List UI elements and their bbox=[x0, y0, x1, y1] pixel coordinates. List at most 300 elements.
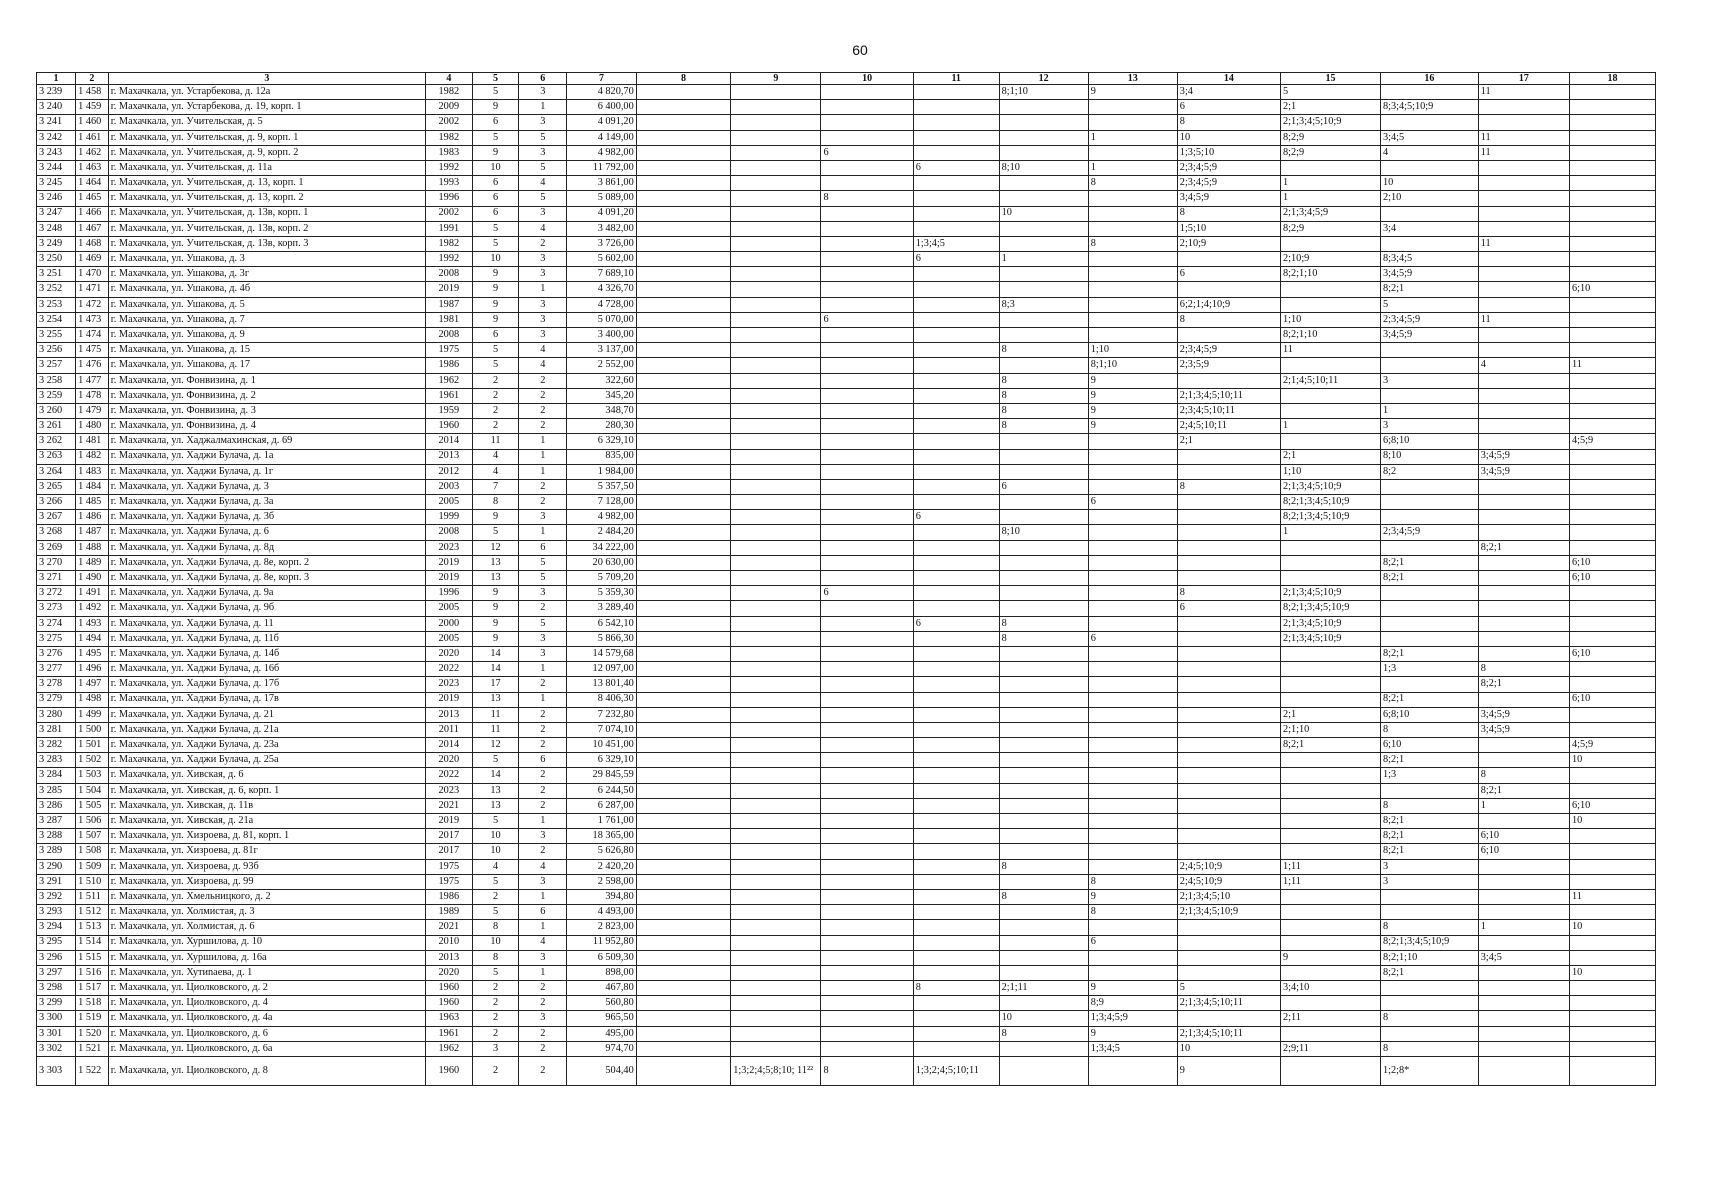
table-cell-col-16: 8;2;1 bbox=[1380, 282, 1478, 297]
table-cell-col-18 bbox=[1570, 328, 1656, 343]
table-cell-col-17 bbox=[1478, 495, 1569, 510]
table-cell-col-15: 2;11 bbox=[1281, 1011, 1381, 1026]
table-cell-col-17 bbox=[1478, 601, 1569, 616]
table-cell-col-15: 2;1;3;4;5;10;9 bbox=[1281, 115, 1381, 130]
table-cell-col-15: 2;1;10 bbox=[1281, 722, 1381, 737]
table-cell-col-12 bbox=[999, 662, 1088, 677]
table-cell-col-6: 3 bbox=[519, 874, 567, 889]
table-cell-col-3: г. Махачкала, ул. Учительская, д. 13в, корп. 3 bbox=[108, 236, 425, 251]
table-cell-col-11: 6 bbox=[913, 510, 999, 525]
header-row bbox=[37, 73, 1656, 85]
table-cell-col-3: г. Махачкала, ул. Ушакова, д. 5 bbox=[108, 297, 425, 312]
table-cell-col-15 bbox=[1281, 677, 1381, 692]
table-cell-col-13: 1;3;4;5;9 bbox=[1088, 1011, 1177, 1026]
table-cell-col-1: 3 301 bbox=[37, 1026, 76, 1041]
table-cell-col-12: 8 bbox=[999, 859, 1088, 874]
table-cell-col-7: 835,00 bbox=[567, 449, 637, 464]
table-cell-col-15: 2;1;3;4;5;10;9 bbox=[1281, 479, 1381, 494]
table-cell-col-1: 3 265 bbox=[37, 479, 76, 494]
table-cell-col-10 bbox=[821, 525, 913, 540]
table-cell-col-12: 8 bbox=[999, 889, 1088, 904]
table-cell-col-1: 3 251 bbox=[37, 267, 76, 282]
table-cell-col-2: 1 517 bbox=[76, 981, 109, 996]
table-cell-col-1: 3 279 bbox=[37, 692, 76, 707]
table-cell-col-6: 3 bbox=[519, 631, 567, 646]
table-cell-col-9 bbox=[731, 1026, 821, 1041]
table-cell-col-1: 3 248 bbox=[37, 221, 76, 236]
table-cell-col-13 bbox=[1088, 783, 1177, 798]
table-cell-col-5: 11 bbox=[472, 434, 519, 449]
table-cell-col-18 bbox=[1570, 768, 1656, 783]
table-cell-col-1: 3 260 bbox=[37, 403, 76, 418]
table-cell-col-6: 4 bbox=[519, 176, 567, 191]
table-cell-col-13 bbox=[1088, 115, 1177, 130]
table-cell-col-15 bbox=[1281, 783, 1381, 798]
table-row bbox=[37, 540, 1656, 555]
table-cell-col-17: 3;4;5;9 bbox=[1478, 449, 1569, 464]
table-cell-col-2: 1 503 bbox=[76, 768, 109, 783]
table-cell-col-12 bbox=[999, 646, 1088, 661]
table-cell-col-18: 6;10 bbox=[1570, 555, 1656, 570]
table-cell-col-7: 3 289,40 bbox=[567, 601, 637, 616]
table-row bbox=[37, 571, 1656, 586]
table-cell-col-4: 2019 bbox=[425, 814, 472, 829]
table-cell-col-7: 6 287,00 bbox=[567, 798, 637, 813]
table-row bbox=[37, 510, 1656, 525]
table-cell-col-12 bbox=[999, 358, 1088, 373]
table-cell-col-1: 3 299 bbox=[37, 996, 76, 1011]
table-cell-col-6: 2 bbox=[519, 479, 567, 494]
table-cell-col-10 bbox=[821, 662, 913, 677]
table-cell-col-10 bbox=[821, 889, 913, 904]
table-cell-col-1: 3 295 bbox=[37, 935, 76, 950]
table-cell-col-6: 2 bbox=[519, 996, 567, 1011]
table-cell-col-15 bbox=[1281, 358, 1381, 373]
table-row bbox=[37, 631, 1656, 646]
table-cell-col-7: 13 801,40 bbox=[567, 677, 637, 692]
table-cell-col-11: 1;3;4;5 bbox=[913, 236, 999, 251]
table-cell-col-1: 3 247 bbox=[37, 206, 76, 221]
table-cell-col-7: 4 728,00 bbox=[567, 297, 637, 312]
table-cell-col-3: г. Махачкала, ул. Хаджи Булача, д. 17в bbox=[108, 692, 425, 707]
table-cell-col-2: 1 514 bbox=[76, 935, 109, 950]
table-cell-col-12 bbox=[999, 449, 1088, 464]
table-cell-col-5: 12 bbox=[472, 540, 519, 555]
table-cell-col-17 bbox=[1478, 905, 1569, 920]
table-cell-col-17: 3;4;5 bbox=[1478, 950, 1569, 965]
table-cell-col-6: 3 bbox=[519, 510, 567, 525]
table-cell-col-16: 8 bbox=[1380, 1041, 1478, 1056]
table-cell-col-17 bbox=[1478, 646, 1569, 661]
table-cell-col-1: 3 253 bbox=[37, 297, 76, 312]
table-cell-col-10 bbox=[821, 479, 913, 494]
table-cell-col-15 bbox=[1281, 403, 1381, 418]
table-cell-col-11 bbox=[913, 282, 999, 297]
table-cell-col-1: 3 288 bbox=[37, 829, 76, 844]
table-cell-col-9 bbox=[731, 479, 821, 494]
table-cell-col-15 bbox=[1281, 965, 1381, 980]
table-cell-col-14: 2;1;3;4;5;10;11 bbox=[1177, 1026, 1280, 1041]
table-cell-col-2: 1 481 bbox=[76, 434, 109, 449]
table-cell-col-8 bbox=[636, 798, 731, 813]
table-cell-col-14 bbox=[1177, 282, 1280, 297]
table-cell-col-5: 9 bbox=[472, 631, 519, 646]
table-cell-col-3: г. Махачкала, ул. Ушакова, д. 7 bbox=[108, 312, 425, 327]
table-row bbox=[37, 692, 1656, 707]
table-cell-col-9 bbox=[731, 722, 821, 737]
table-cell-col-11 bbox=[913, 373, 999, 388]
table-cell-col-1: 3 281 bbox=[37, 722, 76, 737]
table-cell-col-8 bbox=[636, 586, 731, 601]
table-cell-col-18 bbox=[1570, 1041, 1656, 1056]
table-cell-col-11 bbox=[913, 464, 999, 479]
table-cell-col-1: 3 274 bbox=[37, 616, 76, 631]
table-cell-col-11 bbox=[913, 707, 999, 722]
table-cell-col-9 bbox=[731, 373, 821, 388]
table-cell-col-1: 3 255 bbox=[37, 328, 76, 343]
table-row bbox=[37, 905, 1656, 920]
table-cell-col-5: 2 bbox=[472, 388, 519, 403]
table-cell-col-12 bbox=[999, 191, 1088, 206]
table-cell-col-12 bbox=[999, 130, 1088, 145]
table-cell-col-10 bbox=[821, 252, 913, 267]
table-cell-col-8 bbox=[636, 707, 731, 722]
table-cell-col-17 bbox=[1478, 252, 1569, 267]
table-cell-col-2: 1 508 bbox=[76, 844, 109, 859]
table-cell-col-8 bbox=[636, 479, 731, 494]
table-cell-col-6: 2 bbox=[519, 373, 567, 388]
table-cell-col-14: 8 bbox=[1177, 586, 1280, 601]
table-cell-col-13: 9 bbox=[1088, 403, 1177, 418]
table-cell-col-6: 2 bbox=[519, 388, 567, 403]
table-cell-col-3: г. Махачкала, ул. Хизроева, д. 99 bbox=[108, 874, 425, 889]
table-row bbox=[37, 191, 1656, 206]
table-cell-col-5: 13 bbox=[472, 692, 519, 707]
table-cell-col-13: 9 bbox=[1088, 373, 1177, 388]
table-cell-col-17 bbox=[1478, 692, 1569, 707]
table-cell-col-15: 3;4;10 bbox=[1281, 981, 1381, 996]
table-row bbox=[37, 221, 1656, 236]
table-cell-col-9: 1;3;2;4;5;8;10; 11²² bbox=[731, 1057, 821, 1086]
table-cell-col-18 bbox=[1570, 631, 1656, 646]
table-cell-col-4: 1991 bbox=[425, 221, 472, 236]
table-cell-col-14 bbox=[1177, 373, 1280, 388]
table-cell-col-14: 1;3;5;10 bbox=[1177, 145, 1280, 160]
table-cell-col-4: 2014 bbox=[425, 738, 472, 753]
table-cell-col-16 bbox=[1380, 206, 1478, 221]
table-cell-col-10 bbox=[821, 981, 913, 996]
table-cell-col-5: 4 bbox=[472, 449, 519, 464]
table-cell-col-17 bbox=[1478, 859, 1569, 874]
table-cell-col-8 bbox=[636, 677, 731, 692]
table-cell-col-2: 1 521 bbox=[76, 1041, 109, 1056]
table-cell-col-8 bbox=[636, 814, 731, 829]
table-cell-col-3: г. Махачкала, ул. Хивская, д. 6, корп. 1 bbox=[108, 783, 425, 798]
table-row bbox=[37, 434, 1656, 449]
table-cell-col-3: г. Махачкала, ул. Циолковского, д. 8 bbox=[108, 1057, 425, 1086]
table-cell-col-14: 6 bbox=[1177, 601, 1280, 616]
table-cell-col-17 bbox=[1478, 1026, 1569, 1041]
table-cell-col-3: г. Махачкала, ул. Устарбекова, д. 12а bbox=[108, 85, 425, 100]
table-cell-col-7: 6 329,10 bbox=[567, 753, 637, 768]
table-cell-col-7: 560,80 bbox=[567, 996, 637, 1011]
table-cell-col-8 bbox=[636, 191, 731, 206]
table-row bbox=[37, 130, 1656, 145]
table-cell-col-4: 1987 bbox=[425, 297, 472, 312]
table-cell-col-1: 3 252 bbox=[37, 282, 76, 297]
table-cell-col-10 bbox=[821, 965, 913, 980]
table-cell-col-13: 8;1;10 bbox=[1088, 358, 1177, 373]
table-cell-col-2: 1 516 bbox=[76, 965, 109, 980]
table-cell-col-4: 1989 bbox=[425, 905, 472, 920]
table-cell-col-3: г. Махачкала, ул. Хаджи Булача, д. 8е, корп. 3 bbox=[108, 571, 425, 586]
table-cell-col-14 bbox=[1177, 616, 1280, 631]
table-cell-col-10 bbox=[821, 783, 913, 798]
table-cell-col-13 bbox=[1088, 100, 1177, 115]
table-cell-col-9 bbox=[731, 996, 821, 1011]
table-cell-col-9 bbox=[731, 221, 821, 236]
table-cell-col-8 bbox=[636, 540, 731, 555]
table-cell-col-16: 3;4;5;9 bbox=[1380, 267, 1478, 282]
table-cell-col-7: 5 359,30 bbox=[567, 586, 637, 601]
table-cell-col-16 bbox=[1380, 601, 1478, 616]
table-row bbox=[37, 783, 1656, 798]
table-cell-col-3: г. Махачкала, ул. Хаджи Булача, д. 1а bbox=[108, 449, 425, 464]
table-cell-col-16: 3 bbox=[1380, 874, 1478, 889]
table-cell-col-11 bbox=[913, 479, 999, 494]
table-cell-col-14: 2;3;5;9 bbox=[1177, 358, 1280, 373]
table-cell-col-9 bbox=[731, 555, 821, 570]
table-cell-col-9 bbox=[731, 343, 821, 358]
table-cell-col-10 bbox=[821, 646, 913, 661]
table-cell-col-13 bbox=[1088, 829, 1177, 844]
table-cell-col-10: 8 bbox=[821, 191, 913, 206]
table-cell-col-6: 1 bbox=[519, 965, 567, 980]
table-cell-col-18 bbox=[1570, 510, 1656, 525]
table-cell-col-18: 6;10 bbox=[1570, 692, 1656, 707]
table-cell-col-1: 3 296 bbox=[37, 950, 76, 965]
table-cell-col-3: г. Махачкала, ул. Хизроева, д. 93б bbox=[108, 859, 425, 874]
table-cell-col-10 bbox=[821, 160, 913, 175]
table-cell-col-11 bbox=[913, 889, 999, 904]
table-cell-col-17: 1 bbox=[1478, 798, 1569, 813]
table-cell-col-14 bbox=[1177, 707, 1280, 722]
table-cell-col-12 bbox=[999, 677, 1088, 692]
table-cell-col-14: 8 bbox=[1177, 479, 1280, 494]
table-cell-col-4: 1986 bbox=[425, 889, 472, 904]
table-cell-col-3: г. Махачкала, ул. Холмистая, д. 3 bbox=[108, 905, 425, 920]
table-cell-col-4: 2021 bbox=[425, 798, 472, 813]
table-cell-col-5: 10 bbox=[472, 844, 519, 859]
table-cell-col-6: 4 bbox=[519, 859, 567, 874]
table-cell-col-6: 5 bbox=[519, 555, 567, 570]
table-cell-col-11 bbox=[913, 555, 999, 570]
table-cell-col-15 bbox=[1281, 1057, 1381, 1086]
table-cell-col-4: 2000 bbox=[425, 616, 472, 631]
table-cell-col-14 bbox=[1177, 555, 1280, 570]
table-cell-col-14: 2;3;4;5;9 bbox=[1177, 176, 1280, 191]
table-cell-col-17 bbox=[1478, 282, 1569, 297]
table-cell-col-5: 5 bbox=[472, 965, 519, 980]
table-cell-col-16: 8;2;1 bbox=[1380, 844, 1478, 859]
table-cell-col-7: 495,00 bbox=[567, 1026, 637, 1041]
table-cell-col-5: 9 bbox=[472, 267, 519, 282]
table-cell-col-15 bbox=[1281, 160, 1381, 175]
table-cell-col-13 bbox=[1088, 586, 1177, 601]
table-cell-col-14: 2;10;9 bbox=[1177, 236, 1280, 251]
table-cell-col-14 bbox=[1177, 646, 1280, 661]
table-cell-col-14: 6;2;1;4;10;9 bbox=[1177, 297, 1280, 312]
table-cell-col-16 bbox=[1380, 479, 1478, 494]
table-cell-col-2: 1 470 bbox=[76, 267, 109, 282]
table-cell-col-9 bbox=[731, 176, 821, 191]
table-cell-col-11 bbox=[913, 191, 999, 206]
table-cell-col-15 bbox=[1281, 905, 1381, 920]
table-cell-col-18 bbox=[1570, 479, 1656, 494]
table-cell-col-12 bbox=[999, 783, 1088, 798]
table-cell-col-10 bbox=[821, 829, 913, 844]
table-cell-col-16: 8;3;4;5 bbox=[1380, 252, 1478, 267]
table-cell-col-18: 6;10 bbox=[1570, 798, 1656, 813]
table-cell-col-13 bbox=[1088, 510, 1177, 525]
table-cell-col-11: 8 bbox=[913, 981, 999, 996]
table-cell-col-12 bbox=[999, 814, 1088, 829]
table-cell-col-2: 1 513 bbox=[76, 920, 109, 935]
table-cell-col-5: 13 bbox=[472, 571, 519, 586]
table-cell-col-14: 2;1;3;4;5;10 bbox=[1177, 889, 1280, 904]
table-cell-col-4: 1986 bbox=[425, 358, 472, 373]
table-cell-col-12: 8 bbox=[999, 1026, 1088, 1041]
table-cell-col-9 bbox=[731, 844, 821, 859]
table-cell-col-9 bbox=[731, 145, 821, 160]
table-cell-col-13 bbox=[1088, 950, 1177, 965]
table-cell-col-18 bbox=[1570, 221, 1656, 236]
table-cell-col-10 bbox=[821, 844, 913, 859]
table-cell-col-18: 11 bbox=[1570, 358, 1656, 373]
table-cell-col-18 bbox=[1570, 905, 1656, 920]
table-cell-col-17: 4 bbox=[1478, 358, 1569, 373]
table-cell-col-6: 5 bbox=[519, 130, 567, 145]
table-cell-col-18 bbox=[1570, 844, 1656, 859]
table-cell-col-1: 3 264 bbox=[37, 464, 76, 479]
table-cell-col-17: 11 bbox=[1478, 236, 1569, 251]
table-cell-col-13: 1;3;4;5 bbox=[1088, 1041, 1177, 1056]
table-cell-col-9 bbox=[731, 920, 821, 935]
table-cell-col-17: 1 bbox=[1478, 920, 1569, 935]
table-cell-col-12 bbox=[999, 145, 1088, 160]
table-cell-col-3: г. Махачкала, ул. Хуршилова, д. 16а bbox=[108, 950, 425, 965]
table-cell-col-7: 11 952,80 bbox=[567, 935, 637, 950]
table-cell-col-4: 1996 bbox=[425, 586, 472, 601]
table-cell-col-5: 2 bbox=[472, 373, 519, 388]
table-cell-col-3: г. Махачкала, ул. Хуршилова, д. 10 bbox=[108, 935, 425, 950]
table-cell-col-7: 965,50 bbox=[567, 1011, 637, 1026]
table-cell-col-16: 1;3 bbox=[1380, 662, 1478, 677]
table-cell-col-15 bbox=[1281, 935, 1381, 950]
table-cell-col-1: 3 270 bbox=[37, 555, 76, 570]
table-cell-col-9 bbox=[731, 236, 821, 251]
table-cell-col-6: 4 bbox=[519, 221, 567, 236]
table-cell-col-6: 1 bbox=[519, 920, 567, 935]
table-cell-col-17: 11 bbox=[1478, 130, 1569, 145]
table-cell-col-9 bbox=[731, 571, 821, 586]
table-cell-col-4: 1962 bbox=[425, 1041, 472, 1056]
table-cell-col-2: 1 472 bbox=[76, 297, 109, 312]
table-cell-col-18 bbox=[1570, 419, 1656, 434]
table-cell-col-8 bbox=[636, 297, 731, 312]
table-cell-col-8 bbox=[636, 267, 731, 282]
table-cell-col-8 bbox=[636, 722, 731, 737]
table-cell-col-4: 2005 bbox=[425, 495, 472, 510]
table-cell-col-8 bbox=[636, 738, 731, 753]
table-row bbox=[37, 722, 1656, 737]
table-cell-col-16: 8 bbox=[1380, 1011, 1478, 1026]
table-cell-col-8 bbox=[636, 889, 731, 904]
table-cell-col-5: 2 bbox=[472, 1011, 519, 1026]
table-cell-col-7: 2 484,20 bbox=[567, 525, 637, 540]
table-cell-col-4: 2023 bbox=[425, 677, 472, 692]
table-cell-col-6: 2 bbox=[519, 403, 567, 418]
table-cell-col-12: 8 bbox=[999, 388, 1088, 403]
table-cell-col-4: 2005 bbox=[425, 631, 472, 646]
table-cell-col-16: 8;2;1 bbox=[1380, 829, 1478, 844]
table-cell-col-12 bbox=[999, 1041, 1088, 1056]
table-cell-col-9 bbox=[731, 829, 821, 844]
table-cell-col-1: 3 303 bbox=[37, 1057, 76, 1086]
table-cell-col-7: 5 357,50 bbox=[567, 479, 637, 494]
table-cell-col-10 bbox=[821, 221, 913, 236]
table-cell-col-16: 3 bbox=[1380, 859, 1478, 874]
table-cell-col-3: г. Махачкала, ул. Хаджи Булача, д. 8е, корп. 2 bbox=[108, 555, 425, 570]
table-cell-col-5: 13 bbox=[472, 798, 519, 813]
table-cell-col-16: 8;2;1 bbox=[1380, 814, 1478, 829]
table-cell-col-2: 1 515 bbox=[76, 950, 109, 965]
table-cell-col-12 bbox=[999, 753, 1088, 768]
table-cell-col-9 bbox=[731, 874, 821, 889]
table-cell-col-9 bbox=[731, 419, 821, 434]
table-cell-col-11 bbox=[913, 221, 999, 236]
table-cell-col-3: г. Махачкала, ул. Ушакова, д. 9 bbox=[108, 328, 425, 343]
table-cell-col-11 bbox=[913, 768, 999, 783]
table-cell-col-1: 3 241 bbox=[37, 115, 76, 130]
table-cell-col-2: 1 506 bbox=[76, 814, 109, 829]
table-cell-col-5: 8 bbox=[472, 495, 519, 510]
table-cell-col-5: 14 bbox=[472, 768, 519, 783]
table-cell-col-18: 11 bbox=[1570, 889, 1656, 904]
table-cell-col-6: 3 bbox=[519, 252, 567, 267]
table-cell-col-17 bbox=[1478, 1011, 1569, 1026]
table-cell-col-1: 3 249 bbox=[37, 236, 76, 251]
table-cell-col-8 bbox=[636, 312, 731, 327]
table-cell-col-2: 1 465 bbox=[76, 191, 109, 206]
table-cell-col-7: 8 406,30 bbox=[567, 692, 637, 707]
table-cell-col-8 bbox=[636, 646, 731, 661]
table-cell-col-8 bbox=[636, 343, 731, 358]
table-cell-col-12 bbox=[999, 768, 1088, 783]
table-cell-col-5: 8 bbox=[472, 920, 519, 935]
table-cell-col-10 bbox=[821, 358, 913, 373]
table-cell-col-15 bbox=[1281, 236, 1381, 251]
table-cell-col-9 bbox=[731, 252, 821, 267]
table-cell-col-2: 1 510 bbox=[76, 874, 109, 889]
table-cell-col-18 bbox=[1570, 343, 1656, 358]
table-cell-col-15: 2;1;3;4;5;10;9 bbox=[1281, 616, 1381, 631]
table-cell-col-13 bbox=[1088, 859, 1177, 874]
table-cell-col-10 bbox=[821, 935, 913, 950]
table-cell-col-1: 3 280 bbox=[37, 707, 76, 722]
table-cell-col-5: 5 bbox=[472, 753, 519, 768]
table-row bbox=[37, 889, 1656, 904]
